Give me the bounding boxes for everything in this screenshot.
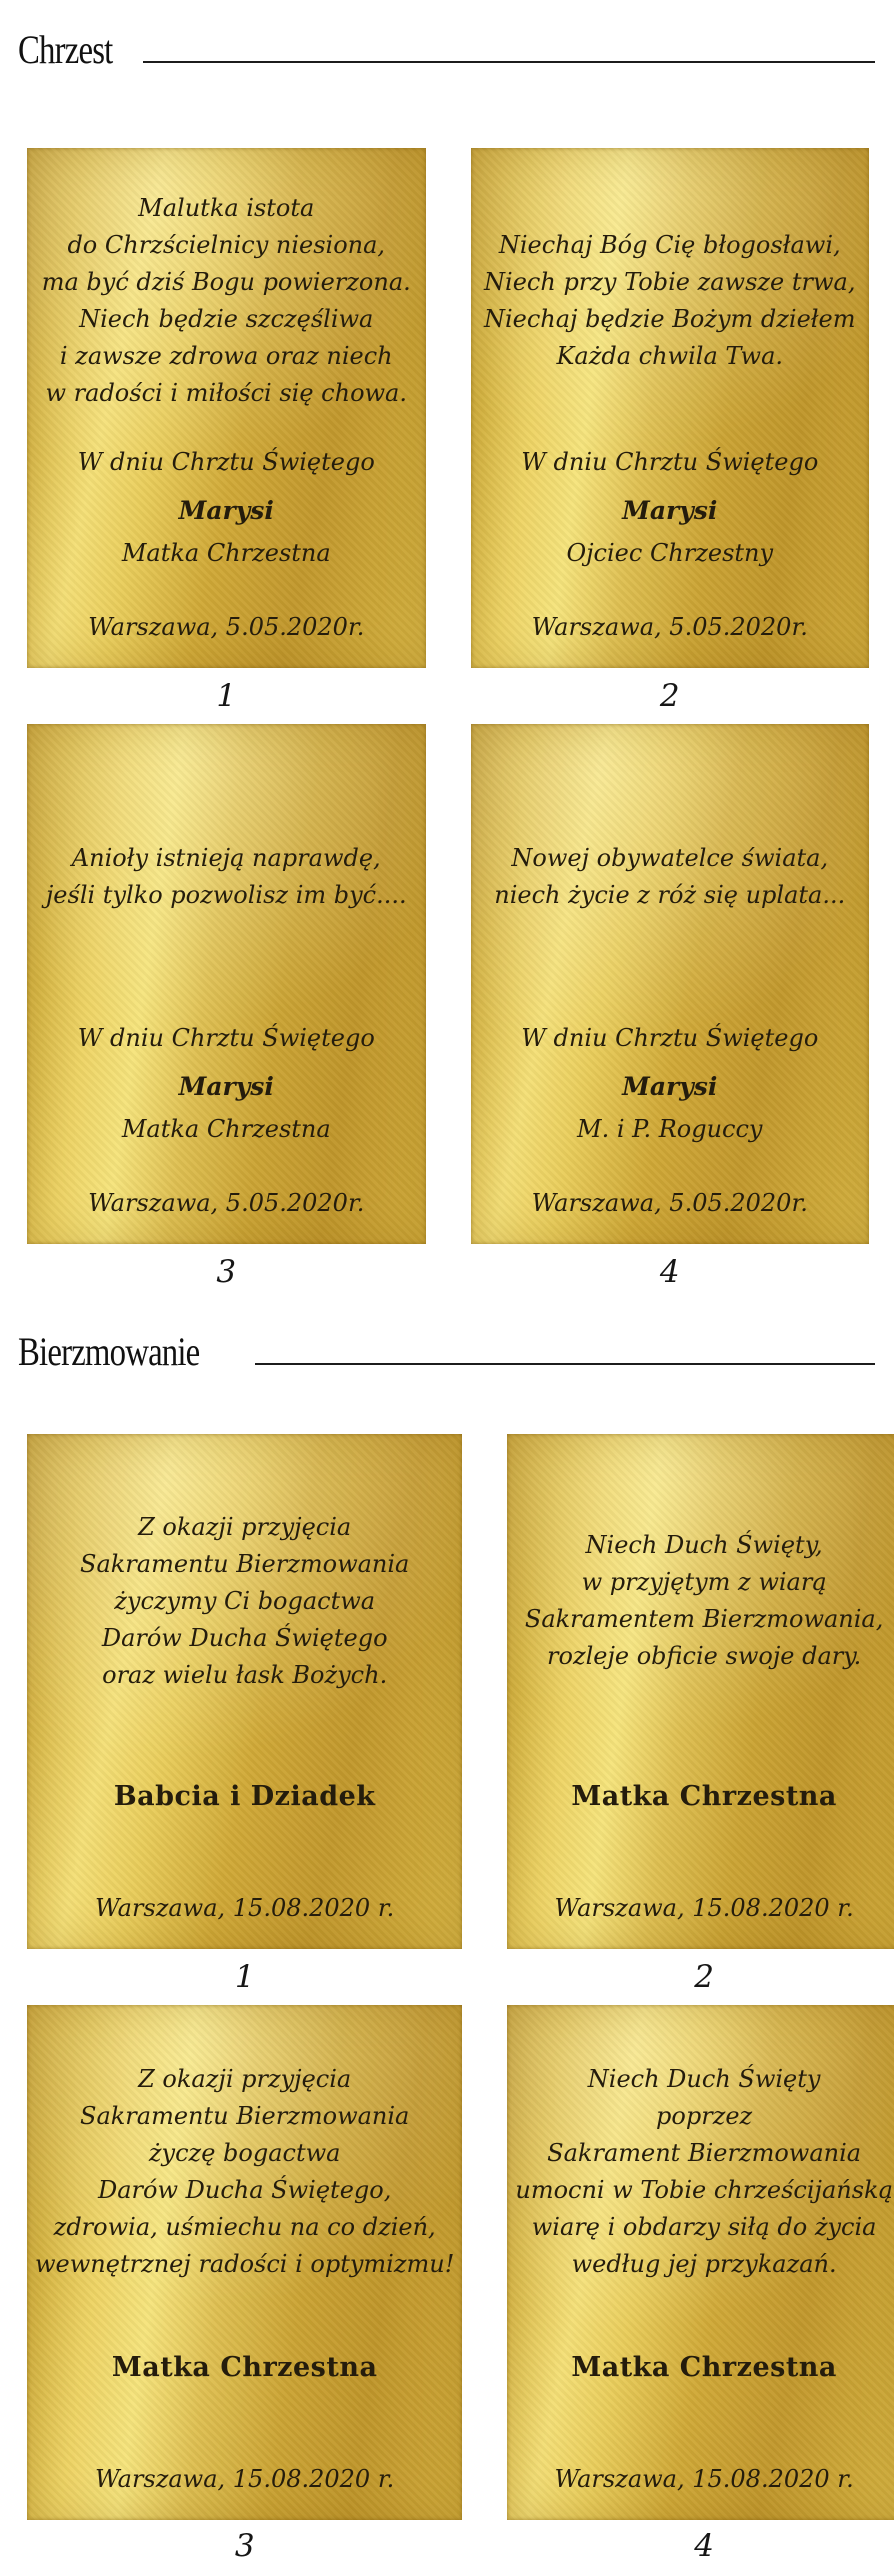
verse-line: Anioły istnieją naprawdę, — [71, 844, 381, 872]
occasion-line: W dniu Chrztu Świętego — [521, 448, 819, 476]
plaque-cell — [27, 148, 426, 724]
verse-line: Darów Ducha Świętego — [101, 1623, 388, 1652]
verse-block — [27, 2005, 462, 2335]
plaque-number: 1 — [216, 678, 237, 714]
plaque-cell — [507, 2005, 894, 2562]
verse-block — [471, 148, 870, 440]
verse-line: Sakramentu Bierzmowania — [80, 1549, 410, 1578]
verse-line: zdrowia, uśmiechu na co dzień, — [53, 2213, 436, 2241]
date-line: Warszawa, 15.08.2020 r. — [554, 1894, 854, 1922]
verse-line: Sakrament Bierzmowania — [547, 2139, 862, 2167]
verse-line: umocni w Tobie chrześcijańską — [515, 2176, 893, 2204]
plaque-number: 2 — [694, 1959, 714, 1995]
gold-plaque — [27, 724, 426, 1244]
verse-line: Niech będzie szczęśliwa — [79, 305, 374, 333]
verse-line: Darów Ducha Świętego, — [98, 2176, 392, 2204]
recipient-name: Marysi — [622, 496, 718, 525]
verse-line: i zawsze zdrowa oraz niech — [59, 342, 393, 370]
verse-block — [507, 2005, 894, 2335]
plaque-number: 2 — [659, 678, 680, 714]
plaque-number: 1 — [234, 1959, 255, 1995]
verse-block — [471, 724, 870, 1016]
header-rule — [255, 1363, 875, 1365]
date-line: Warszawa, 15.08.2020 r. — [95, 2465, 395, 2493]
date-line: Warszawa, 5.05.2020r. — [88, 613, 365, 641]
verse-block — [27, 148, 426, 440]
verse-line: poprzez — [656, 2102, 753, 2130]
plaque-grid-chrzest-row1 — [0, 148, 894, 1300]
gold-plaque — [507, 1434, 894, 1949]
date-line: Warszawa, 5.05.2020r. — [88, 1189, 365, 1217]
date-line: Warszawa, 5.05.2020r. — [531, 613, 808, 641]
recipient-name: Marysi — [178, 1072, 274, 1101]
verse-line: Niechaj Bóg Cię błogosławi, — [498, 231, 841, 259]
date-line: Warszawa, 15.08.2020 r. — [554, 2465, 854, 2493]
verse-line: Nowej obywatelce świata, — [511, 844, 829, 872]
verse-line: Niechaj będzie Bożym dziełem — [483, 305, 856, 333]
signature-line: Babcia i Dziadek — [113, 1781, 376, 1812]
gold-plaque — [507, 2005, 894, 2520]
header-rule — [143, 61, 875, 63]
verse-line: Niech przy Tobie zawsze trwa, — [484, 268, 856, 296]
section-header-chrzest — [0, 26, 894, 70]
giver-line: Ojciec Chrzestny — [566, 539, 774, 567]
verse-line: niech życie z róż się uplata... — [494, 881, 846, 909]
plaque-cell — [471, 724, 870, 1300]
verse-line: życzymy Ci bogactwa — [114, 1586, 376, 1615]
verse-block — [27, 724, 426, 1016]
plaque-number: 3 — [234, 2528, 255, 2564]
section-title: Bierzmowanie — [18, 1329, 200, 1374]
plaque-cell — [27, 1434, 462, 2005]
verse-line: Malutka istota — [138, 194, 315, 222]
plaque-cell — [27, 2005, 462, 2562]
section-header-bierzmowanie — [0, 1328, 894, 1372]
date-line: Warszawa, 15.08.2020 r. — [95, 1894, 395, 1922]
plaque-cell — [27, 724, 426, 1300]
verse-line: Każda chwila Twa. — [556, 342, 784, 370]
verse-line: jeśli tylko pozwolisz im być.... — [45, 881, 407, 909]
verse-line: Z okazji przyjęcia — [138, 1512, 352, 1541]
verse-line: według jej przykazań. — [571, 2250, 837, 2278]
verse-line: Niech Duch Święty, — [585, 1531, 823, 1559]
signature-line: Matka Chrzestna — [571, 1781, 837, 1812]
gold-plaque — [471, 148, 870, 668]
verse-line: Niech Duch Święty — [587, 2065, 821, 2093]
verse-line: wiarę i obdarzy siłą do życia — [531, 2213, 877, 2241]
verse-line: w przyjętym z wiarą — [581, 1568, 827, 1596]
occasion-line: W dniu Chrztu Świętego — [77, 1024, 375, 1052]
verse-line: ma być dziś Bogu powierzona. — [41, 268, 411, 296]
plaque-number: 4 — [694, 2528, 714, 2564]
occasion-line: W dniu Chrztu Świętego — [77, 448, 375, 476]
verse-block — [507, 1434, 894, 1764]
signature-line: Matka Chrzestna — [111, 2352, 378, 2383]
plaque-cell — [471, 148, 870, 724]
giver-line: Matka Chrzestna — [121, 539, 331, 567]
occasion-line: W dniu Chrztu Świętego — [521, 1024, 819, 1052]
verse-line: w radości i miłości się chowa. — [45, 379, 407, 407]
verse-line: Sakramentu Bierzmowania — [80, 2102, 410, 2130]
verse-line: do Chrzścielnicy niesiona, — [67, 231, 386, 259]
date-line: Warszawa, 5.05.2020r. — [531, 1189, 808, 1217]
plaque-grid-bierzmowanie — [0, 1434, 894, 2562]
gold-plaque — [27, 2005, 462, 2520]
verse-line: Z okazji przyjęcia — [138, 2065, 352, 2093]
giver-line: M. i P. Roguccy — [577, 1115, 763, 1143]
recipient-name: Marysi — [178, 496, 274, 525]
verse-line: rozleje obficie swoje dary. — [547, 1642, 862, 1670]
verse-line: wewnętrznej radości i optymizmu! — [35, 2250, 455, 2278]
gold-plaque — [27, 148, 426, 668]
plaque-number: 4 — [659, 1254, 680, 1290]
gold-plaque — [471, 724, 870, 1244]
verse-line: życzę bogactwa — [148, 2139, 341, 2167]
signature-line: Matka Chrzestna — [571, 2352, 837, 2383]
gold-plaque — [27, 1434, 462, 1949]
section-title: Chrzest — [18, 27, 113, 72]
recipient-name: Marysi — [622, 1072, 718, 1101]
verse-line: Sakramentem Bierzmowania, — [524, 1605, 884, 1633]
plaque-cell — [507, 1434, 894, 2005]
verse-line: oraz wielu łask Bożych. — [102, 1660, 388, 1689]
plaque-number: 3 — [216, 1254, 237, 1290]
giver-line: Matka Chrzestna — [121, 1115, 331, 1143]
verse-block — [27, 1434, 462, 1764]
